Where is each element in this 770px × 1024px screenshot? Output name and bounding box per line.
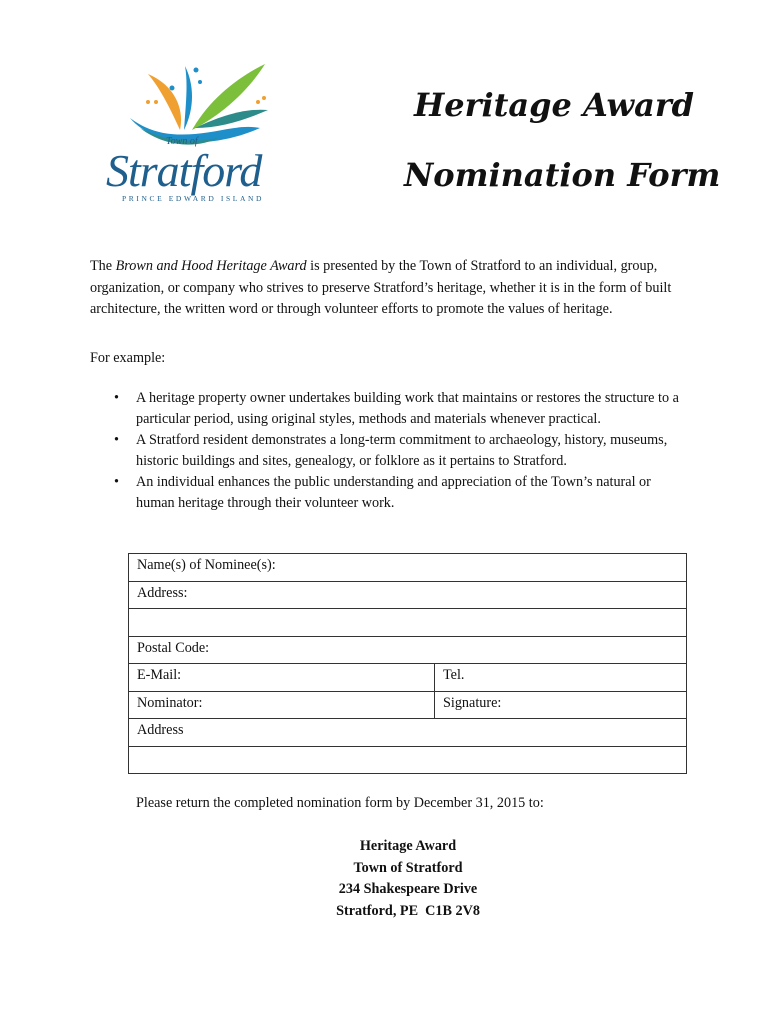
return-address	[258, 836, 558, 922]
bullet-icon: •	[114, 432, 119, 448]
address-line-2-field[interactable]	[129, 609, 687, 637]
list-item	[90, 430, 690, 472]
example-text: A heritage property owner undertakes building work that maintains or restores the structure to a particular period, using original styles, methods and materials whenever practical.	[136, 390, 679, 427]
example-text: A Stratford resident demonstrates a long-term commitment to archaeology, history, museums, historic buildings and sites, genealogy, or folklore as it pertains to Stratford.	[136, 432, 668, 469]
town-logo	[100, 58, 275, 208]
logo-town-of: Town of	[166, 136, 198, 147]
address-line: 234 Shakespeare Drive	[338, 881, 478, 897]
example-list	[90, 388, 690, 514]
intro-text-end: is presented by the Town of Stratford to an individual, group, organization, or company who strives to preserve Stratford’s heritage, whether it is in the form of built architecture, the written word or through volunteer efforts to promote the values of heritage.	[90, 258, 672, 317]
address-line: Stratford, PE C1B 2V8	[336, 902, 480, 919]
bullet-icon: •	[114, 474, 119, 490]
list-item	[90, 472, 690, 514]
intro-paragraph	[90, 256, 690, 321]
signature-field[interactable]: Signature:	[435, 691, 687, 719]
logo-province: PRINCE EDWARD ISLAND	[122, 194, 264, 203]
intro-text-start: The	[90, 258, 116, 274]
tel-field[interactable]: Tel.	[435, 664, 687, 692]
title-line-1: Heritage Award	[414, 86, 695, 124]
example-text: An individual enhances the public understanding and appreciation of the Town’s natural or human heritage through their volunteer work.	[136, 474, 651, 511]
address-field[interactable]: Address:	[129, 581, 687, 609]
title-line-2: Nomination Form	[404, 156, 721, 194]
nomination-form-table	[128, 553, 687, 774]
address-line: Heritage Award	[359, 838, 457, 854]
for-example-label: For example:	[90, 350, 166, 366]
address-line: Town of Stratford	[353, 859, 463, 876]
nominator-field[interactable]: Nominator:	[129, 691, 435, 719]
email-field[interactable]: E-Mail:	[129, 664, 435, 692]
nominator-address-line-2-field[interactable]	[129, 746, 687, 774]
nominator-address-field[interactable]: Address	[129, 719, 687, 747]
return-instructions: Please return the completed nomination form by December 31, 2015 to:	[136, 795, 544, 811]
nominee-names-field[interactable]: Name(s) of Nominee(s):	[129, 554, 687, 582]
postal-code-field[interactable]: Postal Code:	[129, 636, 687, 664]
list-item	[90, 388, 690, 430]
award-name: Brown and Hood Heritage Award	[115, 258, 307, 274]
logo-stratford: Stratford	[106, 145, 262, 196]
bullet-icon: •	[114, 390, 119, 406]
